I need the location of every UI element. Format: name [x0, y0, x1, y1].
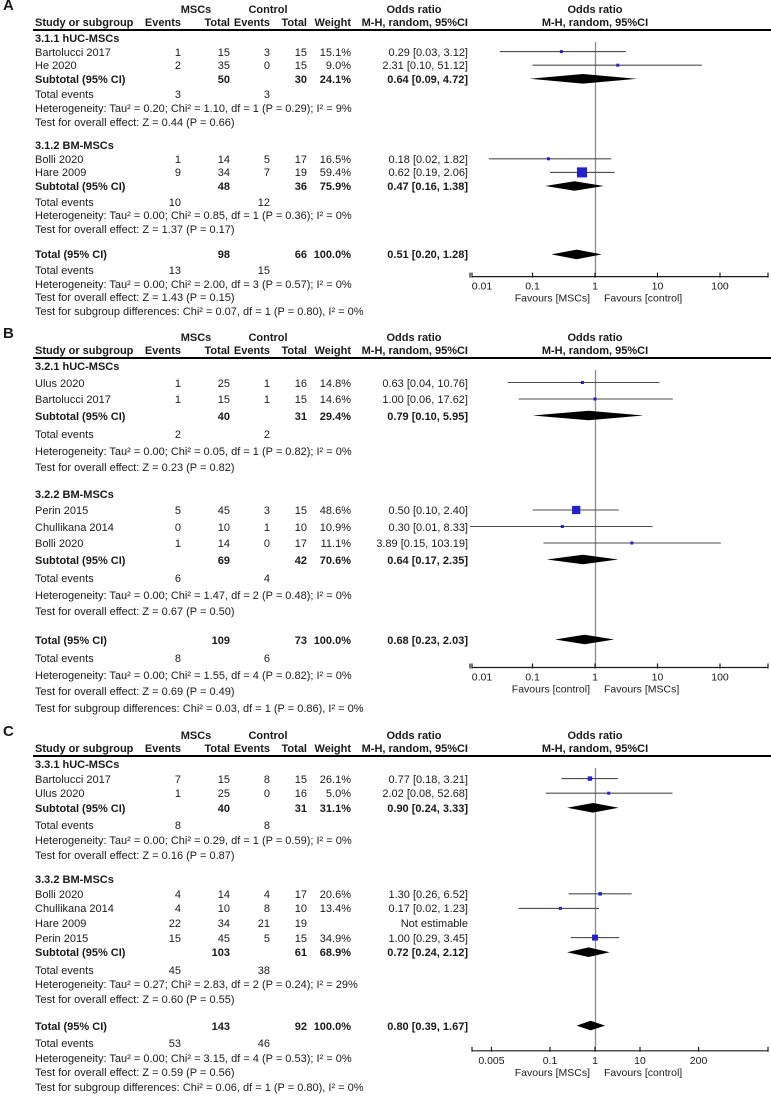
- study-name: Chullikana 2014: [35, 903, 114, 916]
- weight-value: 24.1%: [319, 73, 351, 86]
- heterogeneity-text: Heterogeneity: Tau² = 0.27; Chi² = 2.83, df = 2 (P = 0.24); I² = 29%: [35, 979, 358, 992]
- total-events-label: Total events: [35, 653, 94, 665]
- col-group-control: Control: [248, 730, 288, 742]
- total-msc-value: 48: [217, 181, 230, 193]
- or-method-col-header: M-H, random, 95%CI: [361, 345, 468, 357]
- pooled-diamond: [530, 74, 637, 84]
- weight-value: 13.4%: [319, 903, 351, 916]
- events-control-value: 1: [263, 394, 270, 406]
- header-rule: [33, 29, 771, 31]
- col-events-msc-header: Events: [144, 345, 181, 357]
- odds-ratio-plot-title: Odds ratio: [567, 332, 623, 344]
- odds-ratio-value: 0.29 [0.03, 3.12]: [388, 46, 468, 59]
- effect-square: [560, 50, 563, 53]
- total-events-control: 8: [263, 820, 270, 833]
- odds-ratio-value: 1.00 [0.06, 17.62]: [382, 394, 468, 406]
- odds-ratio-value: 0.17 [0.02, 1.23]: [388, 903, 468, 916]
- subgroup-title: 3.3.1 hUC-MSCs: [35, 759, 120, 771]
- odds-ratio-value: 0.51 [0.20, 1.28]: [387, 249, 468, 262]
- events-control-value: 8: [263, 773, 270, 786]
- total-msc-value: 69: [217, 554, 230, 567]
- col-weight-header: Weight: [314, 345, 351, 357]
- effect-square: [559, 907, 562, 910]
- odds-ratio-value: 2.31 [0.10, 51.12]: [382, 60, 468, 73]
- total-msc-value: 15: [217, 46, 230, 59]
- weight-value: 14.6%: [319, 394, 351, 406]
- weight-value: 59.4%: [319, 167, 351, 180]
- weight-value: 48.6%: [319, 505, 351, 517]
- odds-ratio-value: 0.90 [0.24, 3.33]: [387, 802, 468, 815]
- col-weight-header: Weight: [314, 17, 351, 29]
- total-control-value: 36: [294, 181, 307, 193]
- total-control-value: 30: [294, 73, 307, 86]
- odds-ratio-value: 0.47 [0.16, 1.38]: [387, 181, 468, 193]
- tick-label: 0.01: [471, 671, 493, 684]
- events-control-value: 3: [263, 46, 270, 59]
- events-msc-value: 1: [174, 538, 181, 550]
- tick-label: 0.005: [478, 1054, 505, 1067]
- weight-value: 29.4%: [319, 410, 351, 423]
- col-study-header: Study or subgroup: [35, 17, 134, 29]
- odds-ratio-value: 0.63 [0.04, 10.76]: [382, 377, 468, 390]
- or-method-plot-header: M-H, random, 95%CI: [541, 345, 649, 357]
- total-events-msc: 10: [168, 196, 181, 209]
- odds-ratio-value: 1.00 [0.29, 3.45]: [388, 932, 468, 945]
- weight-value: 9.0%: [325, 60, 351, 73]
- total-events-control: 46: [257, 1038, 270, 1051]
- pooled-row-label: Subtotal (95% CI): [35, 73, 126, 86]
- effect-square: [616, 64, 619, 67]
- col-group-control: Control: [248, 4, 288, 16]
- study-name: Bartolucci 2017: [35, 46, 111, 59]
- effect-square: [630, 542, 633, 545]
- events-msc-value: 4: [174, 903, 181, 916]
- total-events-label: Total events: [35, 89, 94, 102]
- pooled-row-label: Total (95% CI): [35, 634, 107, 647]
- total-control-value: 17: [294, 888, 307, 901]
- header-rule: [33, 357, 771, 359]
- total-control-value: 61: [294, 947, 307, 960]
- weight-value: 5.0%: [325, 788, 351, 801]
- tick-label: 100: [711, 671, 729, 684]
- odds-ratio-value: Not estimable: [400, 918, 468, 930]
- total-events-msc: 8: [174, 820, 181, 833]
- weight-value: 15.1%: [319, 46, 351, 59]
- weight-value: 100.0%: [313, 1020, 351, 1033]
- study-name: Bolli 2020: [35, 538, 84, 550]
- weight-value: 70.6%: [319, 554, 351, 567]
- events-msc-value: 4: [174, 888, 181, 901]
- weight-value: 75.9%: [319, 181, 351, 193]
- heterogeneity-text: Heterogeneity: Tau² = 0.00; Chi² = 0.85, df = 1 (P = 0.36); I² = 0%: [35, 210, 352, 223]
- col-total-msc-header: Total: [204, 743, 230, 755]
- odds-ratio-value: 0.18 [0.02, 1.82]: [388, 153, 468, 166]
- subgroup-title: 3.2.1 hUC-MSCs: [35, 361, 120, 373]
- odds-ratio-value: 2.02 [0.08, 52.68]: [382, 788, 468, 801]
- odds-ratio-value: 3.89 [0.15, 103.19]: [376, 538, 468, 550]
- total-control-value: 31: [294, 802, 307, 815]
- total-control-value: 15: [294, 505, 307, 517]
- favours-right-label: Favours [MSCs]: [604, 683, 680, 696]
- total-msc-value: 14: [217, 153, 230, 166]
- total-control-value: 15: [294, 932, 307, 945]
- col-group-control: Control: [248, 332, 288, 344]
- col-events-control-header: Events: [233, 345, 270, 357]
- col-total-control-header: Total: [281, 743, 307, 755]
- overall-effect-text: Test for overall effect: Z = 0.16 (P = 0.87): [35, 849, 235, 862]
- study-name: Ulus 2020: [35, 377, 85, 390]
- pooled-row-label: Total (95% CI): [35, 249, 107, 262]
- overall-effect-text: Test for overall effect: Z = 1.43 (P = 0.15): [35, 292, 235, 305]
- total-msc-value: 34: [217, 918, 230, 930]
- pooled-row-label: Subtotal (95% CI): [35, 947, 126, 960]
- overall-effect-text: Test for overall effect: Z = 0.69 (P = 0.49): [35, 686, 235, 698]
- events-control-value: 8: [263, 903, 270, 916]
- total-events-msc: 45: [168, 964, 181, 977]
- overall-effect-text: Test for overall effect: Z = 0.23 (P = 0.82): [35, 462, 235, 474]
- study-name: Hare 2009: [35, 918, 87, 930]
- total-events-msc: 13: [168, 265, 181, 277]
- favours-left-label: Favours [control]: [511, 683, 590, 696]
- events-msc-value: 2: [174, 60, 181, 73]
- effect-square: [592, 935, 598, 941]
- events-control-value: 5: [263, 932, 270, 945]
- or-method-plot-header: M-H, random, 95%CI: [541, 17, 649, 29]
- total-control-value: 15: [294, 60, 307, 73]
- odds-ratio-col-title: Odds ratio: [386, 332, 442, 344]
- panel-letter-c: C: [3, 723, 14, 740]
- odds-ratio-plot-title: Odds ratio: [567, 730, 623, 742]
- total-msc-value: 98: [217, 249, 230, 262]
- odds-ratio-value: 0.77 [0.18, 3.21]: [388, 773, 468, 786]
- total-events-msc: 53: [168, 1038, 181, 1051]
- total-control-value: 16: [294, 377, 307, 390]
- pooled-diamond: [567, 803, 618, 813]
- study-name: Chullikana 2014: [35, 521, 114, 534]
- weight-value: 31.1%: [319, 802, 351, 815]
- study-name: Perin 2015: [35, 932, 89, 945]
- weight-value: 10.9%: [319, 521, 351, 534]
- tick-label: 1: [592, 280, 598, 293]
- total-control-value: 15: [294, 46, 307, 59]
- heterogeneity-text: Heterogeneity: Tau² = 0.00; Chi² = 2.00, df = 3 (P = 0.57); I² = 0%: [35, 278, 352, 291]
- effect-square: [588, 776, 592, 780]
- total-msc-value: 25: [217, 788, 230, 801]
- overall-effect-text: Test for overall effect: Z = 0.67 (P = 0.50): [35, 606, 235, 618]
- events-control-value: 0: [263, 788, 270, 801]
- total-events-control: 4: [263, 573, 270, 585]
- odds-ratio-value: 1.30 [0.26, 6.52]: [388, 888, 468, 901]
- study-name: He 2020: [35, 60, 77, 73]
- effect-square: [547, 157, 550, 160]
- col-weight-header: Weight: [314, 743, 351, 755]
- events-control-value: 3: [263, 505, 270, 517]
- pooled-diamond: [547, 555, 618, 565]
- total-msc-value: 34: [217, 167, 230, 180]
- study-name: Bartolucci 2017: [35, 394, 111, 406]
- pooled-diamond: [551, 250, 601, 260]
- total-events-label: Total events: [35, 573, 94, 585]
- events-control-value: 0: [263, 60, 270, 73]
- heterogeneity-text: Heterogeneity: Tau² = 0.00; Chi² = 1.55, df = 4 (P = 0.82); I² = 0%: [35, 669, 352, 682]
- total-control-value: 15: [294, 394, 307, 406]
- col-group-mscs: MSCs: [180, 332, 212, 344]
- heterogeneity-text: Heterogeneity: Tau² = 0.20; Chi² = 1.10, df = 1 (P = 0.29); I² = 9%: [35, 103, 352, 115]
- col-group-mscs: MSCs: [180, 4, 212, 16]
- weight-value: 34.9%: [319, 932, 351, 945]
- heterogeneity-text: Heterogeneity: Tau² = 0.00; Chi² = 0.29, df = 1 (P = 0.59); I² = 0%: [35, 835, 352, 847]
- total-events-control: 3: [263, 89, 270, 102]
- pooled-diamond: [567, 947, 610, 957]
- total-control-value: 31: [294, 410, 307, 423]
- total-msc-value: 14: [217, 888, 230, 901]
- col-total-msc-header: Total: [204, 345, 230, 357]
- pooled-row-label: Total (95% CI): [35, 1020, 107, 1033]
- odds-ratio-plot-title: Odds ratio: [567, 4, 623, 16]
- total-control-value: 16: [294, 788, 307, 801]
- events-msc-value: 1: [174, 394, 181, 406]
- weight-value: 16.5%: [319, 153, 351, 166]
- total-control-value: 17: [294, 153, 307, 166]
- events-msc-value: 1: [174, 46, 181, 59]
- tick-label: 0.1: [525, 280, 540, 293]
- tick-label: 10: [651, 280, 664, 293]
- study-name: Bartolucci 2017: [35, 773, 111, 786]
- study-name: Ulus 2020: [35, 788, 85, 801]
- total-events-control: 2: [263, 429, 270, 441]
- total-events-label: Total events: [35, 820, 94, 833]
- study-name: Bolli 2020: [35, 153, 84, 166]
- events-msc-value: 1: [174, 377, 181, 390]
- subgroup-differences-text: Test for subgroup differences: Chi² = 0.06, df = 1 (P = 0.80), I² = 0%: [35, 1082, 364, 1094]
- total-control-value: 19: [294, 167, 307, 180]
- tick-label: 1: [592, 671, 598, 684]
- col-total-msc-header: Total: [204, 17, 230, 29]
- weight-value: 26.1%: [319, 773, 351, 786]
- header-rule: [33, 755, 771, 757]
- events-msc-value: 9: [174, 167, 181, 180]
- odds-ratio-value: 0.64 [0.09, 4.72]: [387, 73, 468, 86]
- total-events-control: 12: [257, 196, 270, 209]
- odds-ratio-value: 0.50 [0.10, 2.40]: [388, 505, 468, 517]
- total-control-value: 92: [294, 1020, 307, 1033]
- total-events-label: Total events: [35, 196, 94, 209]
- events-msc-value: 0: [174, 521, 181, 534]
- effect-square: [594, 398, 597, 401]
- total-events-msc: 3: [174, 89, 181, 102]
- total-msc-value: 25: [217, 377, 230, 390]
- events-control-value: 5: [263, 153, 270, 166]
- total-events-control: 38: [257, 964, 270, 977]
- study-name: Bolli 2020: [35, 888, 84, 901]
- total-msc-value: 50: [217, 73, 230, 86]
- total-msc-value: 45: [217, 932, 230, 945]
- effect-square: [607, 792, 610, 795]
- col-total-control-header: Total: [281, 345, 307, 357]
- total-events-label: Total events: [35, 429, 94, 441]
- pooled-diamond: [555, 635, 614, 645]
- effect-square: [561, 525, 564, 528]
- favours-left-label: Favours [MSCs]: [514, 1066, 590, 1079]
- or-method-col-header: M-H, random, 95%CI: [361, 17, 468, 29]
- col-study-header: Study or subgroup: [35, 743, 134, 755]
- weight-value: 100.0%: [313, 634, 351, 647]
- total-events-label: Total events: [35, 265, 94, 277]
- overall-effect-text: Test for overall effect: Z = 1.37 (P = 0.17): [35, 223, 235, 236]
- col-study-header: Study or subgroup: [35, 345, 134, 357]
- subgroup-differences-text: Test for subgroup differences: Chi² = 0.03, df = 1 (P = 0.86), I² = 0%: [35, 702, 364, 715]
- pooled-row-label: Subtotal (95% CI): [35, 802, 126, 815]
- odds-ratio-value: 0.79 [0.10, 5.95]: [387, 410, 468, 423]
- weight-value: 20.6%: [319, 888, 351, 901]
- forest-plot-b: [470, 370, 771, 707]
- total-control-value: 15: [294, 773, 307, 786]
- total-control-value: 73: [294, 634, 307, 647]
- panel-letter-b: B: [3, 325, 14, 342]
- col-events-control-header: Events: [233, 17, 270, 29]
- total-control-value: 66: [294, 249, 307, 262]
- study-name: Perin 2015: [35, 505, 89, 517]
- favours-left-label: Favours [MSCs]: [514, 292, 590, 305]
- total-msc-value: 40: [217, 410, 230, 423]
- odds-ratio-value: 0.64 [0.17, 2.35]: [387, 554, 468, 567]
- effect-square: [572, 506, 580, 514]
- effect-square: [581, 381, 584, 384]
- overall-effect-text: Test for overall effect: Z = 0.59 (P = 0.56): [35, 1067, 235, 1080]
- overall-effect-text: Test for overall effect: Z = 0.60 (P = 0.55): [35, 994, 235, 1006]
- events-msc-value: 15: [168, 932, 181, 945]
- total-msc-value: 40: [217, 802, 230, 815]
- favours-right-label: Favours [control]: [604, 1066, 683, 1079]
- total-control-value: 42: [294, 554, 307, 567]
- subgroup-title: 3.3.2 BM-MSCs: [35, 874, 114, 887]
- weight-value: 100.0%: [313, 249, 351, 262]
- heterogeneity-text: Heterogeneity: Tau² = 0.00; Chi² = 0.05, df = 1 (P = 0.82); I² = 0%: [35, 445, 352, 458]
- col-group-mscs: MSCs: [180, 730, 212, 742]
- total-events-msc: 8: [174, 653, 181, 665]
- total-events-control: 15: [257, 265, 270, 277]
- total-msc-value: 35: [217, 60, 230, 73]
- panel-letter-a: A: [3, 0, 14, 14]
- events-control-value: 7: [263, 167, 270, 180]
- favours-right-label: Favours [control]: [604, 292, 683, 305]
- events-control-value: 1: [263, 377, 270, 390]
- total-msc-value: 103: [211, 947, 230, 960]
- pooled-row-label: Subtotal (95% CI): [35, 410, 126, 423]
- total-events-label: Total events: [35, 1038, 94, 1051]
- weight-value: 68.9%: [319, 947, 351, 960]
- odds-ratio-value: 0.68 [0.23, 2.03]: [387, 634, 468, 647]
- tick-label: 200: [689, 1054, 708, 1067]
- overall-effect-text: Test for overall effect: Z = 0.44 (P = 0.66): [35, 116, 235, 129]
- events-msc-value: 5: [174, 505, 181, 517]
- odds-ratio-value: 0.62 [0.19, 2.06]: [388, 167, 468, 180]
- tick-label: 0.1: [525, 671, 540, 684]
- weight-value: 14.8%: [319, 377, 351, 390]
- tick-label: 10: [634, 1054, 646, 1067]
- odds-ratio-value: 0.72 [0.24, 2.12]: [387, 947, 468, 960]
- total-events-msc: 6: [174, 573, 181, 585]
- pooled-diamond: [533, 411, 644, 421]
- events-control-value: 21: [257, 918, 270, 930]
- subgroup-title: 3.1.2 BM-MSCs: [35, 140, 114, 153]
- tick-label: 10: [651, 671, 664, 684]
- total-control-value: 10: [294, 903, 307, 916]
- col-events-control-header: Events: [233, 743, 270, 755]
- col-events-msc-header: Events: [144, 743, 181, 755]
- events-msc-value: 1: [174, 153, 181, 166]
- events-control-value: 0: [263, 538, 270, 550]
- subgroup-title: 3.1.1 hUC-MSCs: [35, 33, 120, 45]
- or-method-col-header: M-H, random, 95%CI: [361, 743, 468, 755]
- events-control-value: 1: [263, 521, 270, 534]
- subgroup-differences-text: Test for subgroup differences: Chi² = 0.07, df = 1 (P = 0.80), I² = 0%: [35, 305, 364, 318]
- total-events-label: Total events: [35, 964, 94, 977]
- col-total-control-header: Total: [281, 17, 307, 29]
- effect-square: [577, 167, 587, 177]
- pooled-row-label: Subtotal (95% CI): [35, 181, 126, 193]
- total-msc-value: 10: [217, 903, 230, 916]
- effect-square: [598, 892, 602, 896]
- total-control-value: 10: [294, 521, 307, 534]
- tick-label: 1: [592, 1054, 598, 1067]
- total-events-control: 6: [263, 653, 270, 665]
- total-msc-value: 143: [211, 1020, 230, 1033]
- tick-label: 0.1: [542, 1054, 558, 1067]
- odds-ratio-col-title: Odds ratio: [386, 730, 442, 742]
- forest-plot-a: [470, 42, 771, 316]
- col-events-msc-header: Events: [144, 17, 181, 29]
- total-msc-value: 10: [217, 521, 230, 534]
- total-msc-value: 15: [217, 773, 230, 786]
- or-method-plot-header: M-H, random, 95%CI: [541, 743, 649, 755]
- heterogeneity-text: Heterogeneity: Tau² = 0.00; Chi² = 1.47, df = 2 (P = 0.48); I² = 0%: [35, 589, 352, 602]
- weight-value: 11.1%: [320, 538, 351, 550]
- events-msc-value: 7: [174, 773, 181, 786]
- pooled-diamond: [577, 1021, 605, 1031]
- total-msc-value: 109: [211, 634, 230, 647]
- total-control-value: 19: [294, 918, 307, 930]
- total-msc-value: 14: [217, 538, 230, 550]
- total-events-msc: 2: [174, 429, 181, 441]
- heterogeneity-text: Heterogeneity: Tau² = 0.00; Chi² = 3.15, df = 4 (P = 0.53); I² = 0%: [35, 1052, 352, 1065]
- total-msc-value: 15: [217, 394, 230, 406]
- events-control-value: 4: [263, 888, 270, 901]
- odds-ratio-value: 0.80 [0.39, 1.67]: [387, 1020, 468, 1033]
- events-msc-value: 22: [168, 918, 181, 930]
- odds-ratio-col-title: Odds ratio: [386, 4, 442, 16]
- total-control-value: 17: [294, 538, 307, 550]
- study-name: Hare 2009: [35, 167, 87, 180]
- pooled-row-label: Subtotal (95% CI): [35, 554, 126, 567]
- odds-ratio-value: 0.30 [0.01, 8.33]: [388, 521, 468, 534]
- tick-label: 0.01: [471, 280, 493, 293]
- tick-label: 100: [711, 280, 729, 293]
- total-msc-value: 45: [217, 505, 230, 517]
- events-msc-value: 1: [174, 788, 181, 801]
- forest-plot-c: [470, 768, 771, 1090]
- subgroup-title: 3.2.2 BM-MSCs: [35, 488, 114, 501]
